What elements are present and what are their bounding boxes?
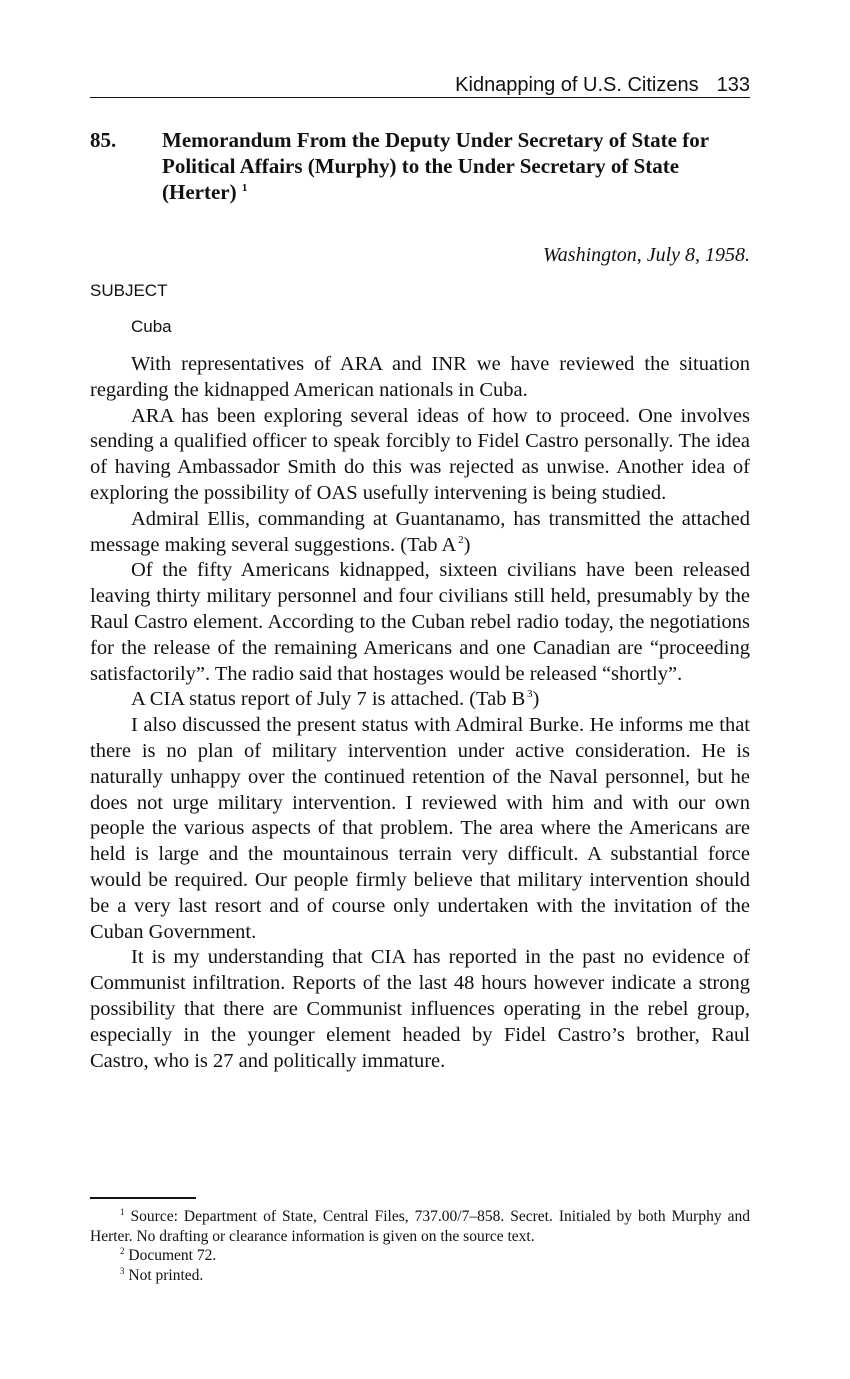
footnote-mark: 2	[120, 1245, 125, 1256]
paragraph-close: )	[532, 688, 540, 711]
footnote-text: Document 72.	[128, 1247, 217, 1264]
paragraph: With representatives of ARA and INR we have reviewed the situation regarding the kidnapped American nationals in Cuba.	[90, 353, 750, 401]
footnote-mark: 3	[120, 1265, 125, 1276]
page-number: 133	[716, 74, 750, 96]
paragraph	[90, 507, 750, 559]
dateline: Washington, July 8, 1958.	[542, 244, 750, 266]
footnote	[90, 1266, 750, 1286]
paragraph	[90, 687, 750, 713]
footnote	[90, 1246, 750, 1266]
subject-label: SUBJECT	[90, 281, 168, 300]
paragraph: I also discussed the present status with Admiral Burke. He informs me that there is no plan of military intervention under active consideration. He is naturally unhappy over the continued retention of the Naval personnel, but he does not urge military intervention. I reviewed with him and with our own people the various aspects of that problem. The area where the Americans are held is large and the mountainous terrain very difficult. A substantial force would be required. Our people firmly believe that military intervention should be a very last resort and of course only undertaken with the invitation of the Cuban Government.	[90, 714, 750, 943]
footnote-text: Source: Department of State, Central Files, 737.00/7–858. Secret. Initialed by both Murphy and Herter. No drafting or clearance information is given on the source text.	[90, 1208, 750, 1245]
running-head	[90, 72, 750, 98]
paragraph: Of the fifty Americans kidnapped, sixteen civilians have been released leaving thirty military personnel and four civilians still held, presumably by the Raul Castro element. According to the Cuban rebel radio today, the negotiations for the release of the remaining Americans and one Canadian are “proceeding satisfactorily”. The radio said that hostages would be released “shortly”.	[90, 559, 750, 685]
running-head-title: Kidnapping of U.S. Citizens	[455, 74, 699, 96]
subject-value: Cuba	[131, 317, 172, 336]
footnote-rule	[90, 1197, 196, 1199]
paragraph: It is my understanding that CIA has reported in the past no evidence of Communist infiltration. Reports of the last 48 hours however indicate a strong possibility that there are Communist influences operating in the rebel group, especially in the younger element headed by Fidel Castro’s brother, Raul Castro, who is 27 and politically immature.	[90, 946, 750, 1072]
memo-body	[90, 352, 750, 1074]
paragraph-text: Admiral Ellis, commanding at Guantanamo, has transmitted the attached message making several suggestions. (Tab A	[90, 507, 750, 556]
document-title-text: Memorandum From the Deputy Under Secretary of State for Political Affairs (Murphy) to the Under Secretary of State (Herter)	[162, 128, 709, 204]
paragraph: ARA has been exploring several ideas of how to proceed. One involves sending a qualified officer to speak forcibly to Fidel Castro personally. The idea of having Ambassador Smith do this was rejected as unwise. Another idea of exploring the possibility of OAS usefully intervening is being studied.	[90, 404, 750, 504]
footnote-text: Not printed.	[128, 1266, 204, 1284]
footnote-ref-1: 1	[241, 182, 248, 194]
header-rule	[90, 97, 750, 98]
footnote-ref-3: 3	[526, 688, 533, 701]
footnotes	[90, 1207, 750, 1285]
document-number: 85.	[90, 128, 117, 152]
footnote-ref-2: 2	[458, 533, 464, 546]
document-title	[162, 127, 750, 205]
footnote	[90, 1207, 750, 1246]
footnote-mark: 1	[120, 1206, 125, 1217]
paragraph-close: )	[463, 533, 471, 556]
paragraph-text: A CIA status report of July 7 is attached. (Tab B	[131, 688, 526, 711]
